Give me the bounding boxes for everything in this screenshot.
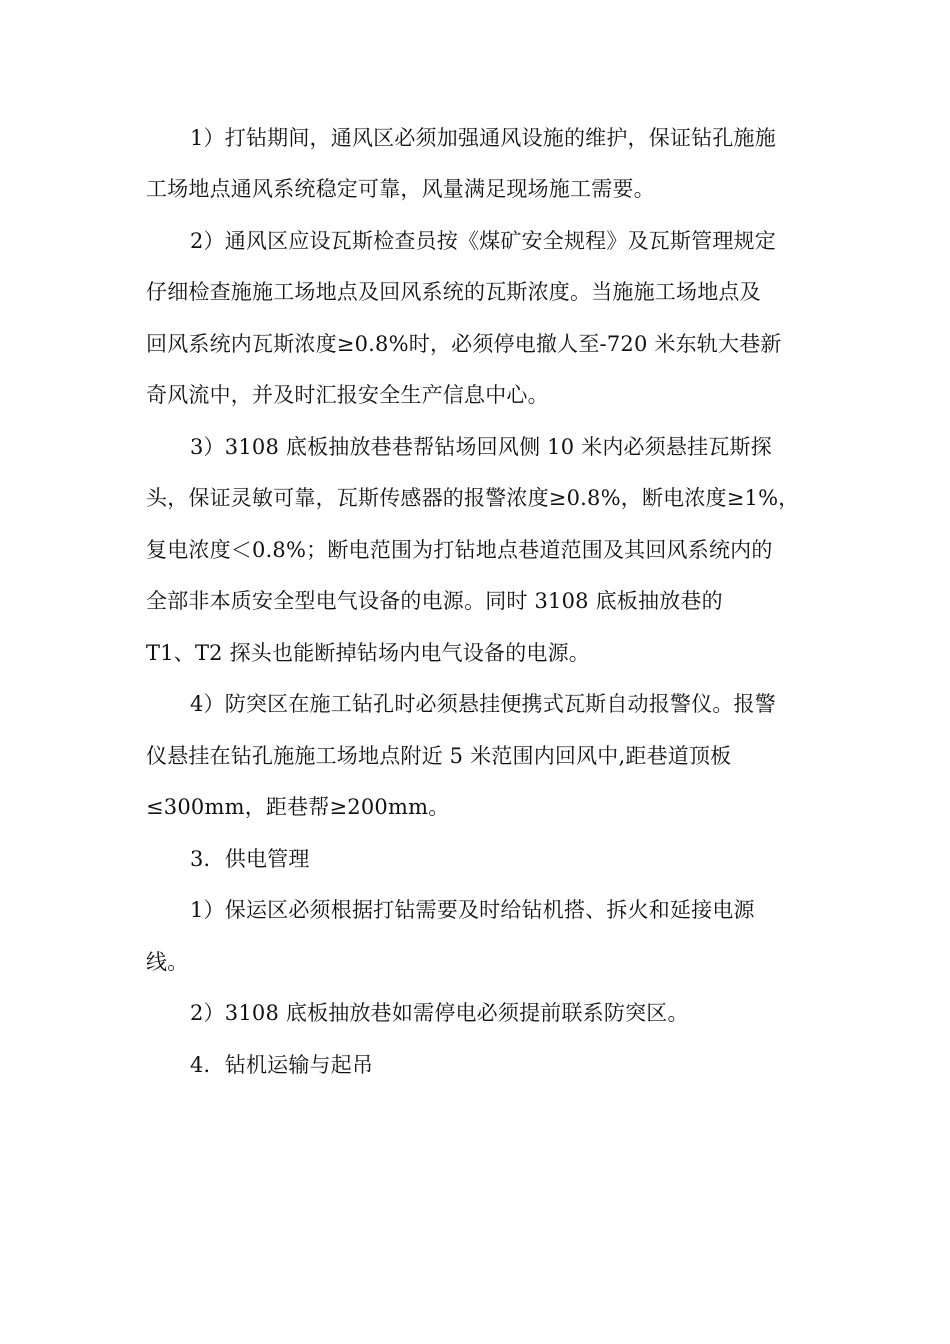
- text-line: 线。: [146, 950, 189, 974]
- section-heading: 4．钻机运输与起吊: [190, 1053, 374, 1077]
- text-line: 回风系统内瓦斯浓度≥0.8%时，必须停电撤人至-720 米东轨大巷新: [146, 332, 782, 356]
- text-line: 1）保运区必须根据打钻需要及时给钻机搭、拆火和延接电源: [190, 898, 755, 922]
- text-line: 工场地点通风系统稳定可靠，风量满足现场施工需要。: [146, 177, 655, 201]
- text-line: 2）3108 底板抽放巷如需停电必须提前联系防突区。: [190, 1001, 689, 1025]
- text-line: 1）打钻期间，通风区必须加强通风设施的维护，保证钻孔施施: [190, 126, 776, 150]
- text-line: T1、T2 探头也能断掉钻场内电气设备的电源。: [146, 641, 591, 665]
- text-line: 仔细检查施施工场地点及回风系统的瓦斯浓度。当施施工场地点及: [146, 280, 761, 304]
- text-line: 仪悬挂在钻孔施施工场地点附近 5 米范围内回风中,距巷道顶板: [146, 744, 732, 768]
- text-line: 头，保证灵敏可靠，瓦斯传感器的报警浓度≥0.8%，断电浓度≥1%，: [146, 486, 800, 510]
- text-line: 奇风流中，并及时汇报安全生产信息中心。: [146, 383, 549, 407]
- section-heading: 3．供电管理: [190, 847, 310, 871]
- text-line: ≤300mm，距巷帮≥200mm。: [146, 795, 450, 819]
- text-line: 4）防突区在施工钻孔时必须悬挂便携式瓦斯自动报警仪。报警: [190, 692, 776, 716]
- text-line: 全部非本质安全型电气设备的电源。同时 3108 底板抽放巷的: [146, 589, 723, 613]
- text-line: 3）3108 底板抽放巷巷帮钻场回风侧 10 米内必须悬挂瓦斯探: [190, 435, 772, 459]
- text-line: 2）通风区应设瓦斯检查员按《煤矿安全规程》及瓦斯管理规定: [190, 229, 776, 253]
- text-line: 复电浓度＜0.8%；断电范围为打钻地点巷道范围及其回风系统内的: [146, 538, 773, 562]
